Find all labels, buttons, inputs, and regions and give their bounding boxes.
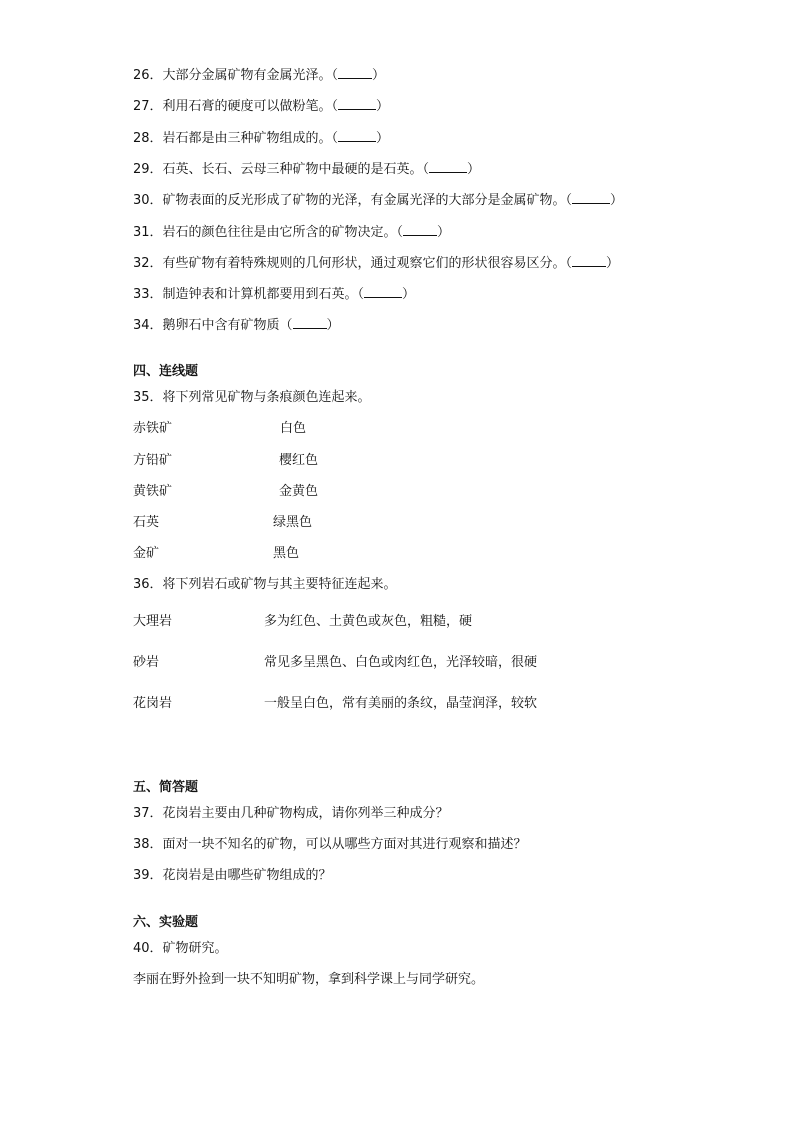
question-39: 39．花岗岩是由哪些矿物组成的？ (133, 868, 332, 883)
question-34 (133, 316, 340, 335)
question-38: 38．面对一块不知名的矿物，可以从哪些方面对其进行观察和描述？ (133, 837, 527, 852)
q35-right-3[interactable]: 金黄色 (279, 484, 319, 499)
question-29 (133, 160, 480, 179)
question-32 (133, 254, 619, 273)
question-31-text: 31．岩石的颜色往往是由它所含的矿物决定。（ (133, 225, 404, 240)
question-37: 37．花岗岩主要由几种矿物构成，请你列举三种成分？ (133, 806, 449, 821)
q36-right-2[interactable]: 常见多呈黑色、白色或肉红色，光泽较暗，很硬 (264, 655, 538, 670)
q36-right-3[interactable]: 一般呈白色，常有美丽的条纹，晶莹润泽，较软 (264, 696, 538, 711)
q35-right-5[interactable]: 黑色 (273, 546, 300, 561)
question-31 (133, 223, 450, 242)
question-34-text: 34．鹅卵石中含有矿物质（ (133, 318, 293, 333)
question-35: 35．将下列常见矿物与条痕颜色连起来。 (133, 390, 371, 405)
question-26-close: ） (372, 68, 386, 83)
question-26-text: 26．大部分金属矿物有金属光泽。（ (133, 68, 339, 83)
question-27-close: ） (376, 99, 390, 114)
question-28 (133, 129, 389, 148)
answer-blank-34[interactable] (293, 316, 327, 329)
q36-left-1[interactable]: 大理岩 (133, 614, 173, 629)
question-40-text: 李丽在野外捡到一块不知明矿物，拿到科学课上与同学研究。 (133, 972, 485, 987)
question-30-text: 30．矿物表面的反光形成了矿物的光泽，有金属光泽的大部分是金属矿物。（ (133, 193, 573, 208)
section-5-title: 五、简答题 (133, 780, 199, 795)
answer-blank-33[interactable] (364, 285, 402, 298)
question-40: 40．矿物研究。 (133, 941, 228, 956)
answer-blank-26[interactable] (338, 66, 372, 79)
question-30 (133, 191, 623, 210)
question-31-close: ） (437, 225, 451, 240)
q35-left-3[interactable]: 黄铁矿 (133, 484, 173, 499)
question-34-close: ） (326, 318, 340, 333)
question-32-text: 32．有些矿物有着特殊规则的几何形状，通过观察它们的形状很容易区分。（ (133, 256, 573, 271)
q35-left-4[interactable]: 石英 (133, 515, 160, 530)
answer-blank-32[interactable] (572, 254, 606, 267)
answer-blank-27[interactable] (338, 97, 376, 110)
question-33-close: ） (402, 287, 416, 302)
question-28-text: 28．岩石都是由三种矿物组成的。（ (133, 131, 339, 146)
question-36: 36．将下列岩石或矿物与其主要特征连起来。 (133, 577, 397, 592)
section-6-title: 六、实验题 (133, 915, 199, 930)
answer-blank-28[interactable] (338, 129, 376, 142)
q35-left-1[interactable]: 赤铁矿 (133, 421, 173, 436)
question-32-close: ） (606, 256, 620, 271)
question-28-close: ） (376, 131, 390, 146)
answer-blank-30[interactable] (572, 191, 610, 204)
question-33-text: 33．制造钟表和计算机都要用到石英。（ (133, 287, 365, 302)
q35-right-2[interactable]: 樱红色 (279, 453, 319, 468)
q36-right-1[interactable]: 多为红色、土黄色或灰色，粗糙，硬 (264, 614, 473, 629)
question-30-close: ） (610, 193, 624, 208)
q35-left-5[interactable]: 金矿 (133, 546, 160, 561)
question-29-close: ） (467, 162, 481, 177)
section-4-title: 四、连线题 (133, 364, 199, 379)
q35-right-1[interactable]: 白色 (280, 421, 307, 436)
q35-left-2[interactable]: 方铅矿 (133, 453, 173, 468)
answer-blank-29[interactable] (429, 160, 467, 173)
q36-left-3[interactable]: 花岗岩 (133, 696, 173, 711)
q36-left-2[interactable]: 砂岩 (133, 655, 160, 670)
question-27-text: 27．利用石膏的硬度可以做粉笔。（ (133, 99, 339, 114)
question-27 (133, 97, 389, 116)
answer-blank-31[interactable] (403, 223, 437, 236)
q35-right-4[interactable]: 绿黑色 (273, 515, 313, 530)
question-29-text: 29．石英、长石、云母三种矿物中最硬的是石英。（ (133, 162, 430, 177)
question-26 (133, 66, 385, 85)
question-33 (133, 285, 415, 304)
